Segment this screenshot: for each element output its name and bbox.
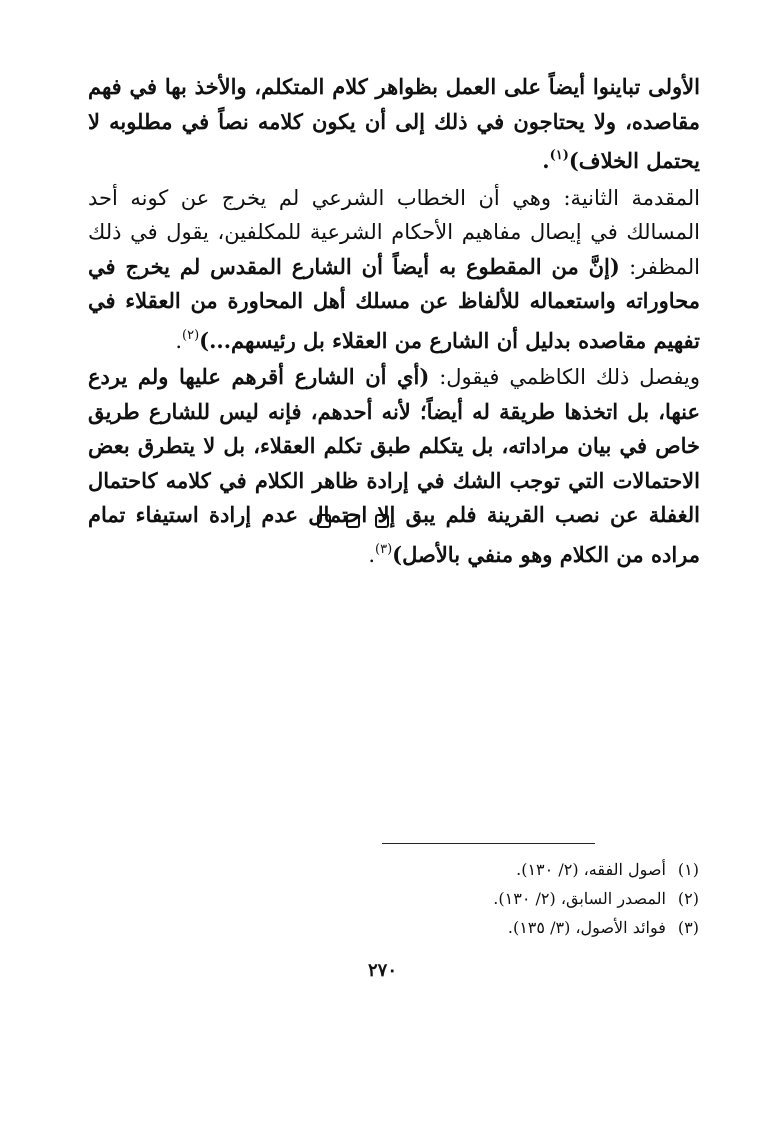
footnote-3-number: (٣): [677, 918, 699, 937]
footnote-ref-3[interactable]: (٣): [375, 541, 393, 557]
footnote-1-number: (١): [677, 860, 699, 879]
main-text: [88, 70, 700, 572]
footnote-3: [299, 913, 699, 942]
footnotes: [299, 855, 699, 942]
square-ornament-icon: [375, 514, 389, 528]
footnote-1-text: أصول الفقه، (٢/ ١٣٠).: [516, 860, 666, 879]
footnote-divider: [382, 843, 595, 844]
square-ornament-icon: [346, 514, 360, 528]
paragraph-2-end: .: [175, 328, 183, 353]
paragraph-3: [88, 360, 700, 572]
footnote-1: [299, 855, 699, 884]
paragraph-1-text: الأولى تباينوا أيضاً على العمل بظواهر كلام المتكلم، والأخذ بها في فهم مقاصده، ولا يحتاجون في ذلك إلى أن يكون كلامه نصاً في مطلوبه لا يحتمل الخلاف): [88, 74, 700, 173]
footnote-2: [299, 884, 699, 913]
paragraph-3-end: .: [368, 542, 376, 567]
page-number: ٢٧٠: [367, 960, 397, 981]
paragraph-1-end: .: [542, 148, 550, 173]
paragraph-1: [88, 70, 700, 179]
square-ornament-icon: [317, 514, 331, 528]
paragraph-2-lead: المقدمة الثانية: وهي أن الخطاب الشرعي لم يخرج عن كونه أحد المسالك في إيصال مفاهيم الأحكام الشرعية للمكلفين، يقول في ذلك المظفر:: [88, 185, 700, 279]
footnote-2-text: المصدر السابق، (٢/ ١٣٠).: [493, 889, 666, 908]
footnote-ref-2[interactable]: (٢): [182, 327, 200, 343]
paragraph-2: [88, 181, 700, 359]
paragraph-2-quote: (إنَّ من المقطوع به أيضاً أن الشارع المقدس لم يخرج في محاوراته واستعماله للألفاظ عن مسلك أهل المحاورة من العقلاء في تفهيم مقاصده بدليل أن الشارع من العقلاء بل رئيسهم...): [88, 253, 700, 353]
footnote-3-text: فوائد الأصول، (٣/ ١٣٥).: [507, 918, 666, 937]
paragraph-3-lead: ويفصل ذلك الكاظمي فيقول:: [429, 365, 701, 389]
paragraph-3-quote: (أي أن الشارع أقرهم عليها ولم يردع عنها، بل اتخذها طريقة له أيضاً؛ لأنه أحدهم، فإنه ليس للشارع طريق خاص في بيان مراداته، بل يتكلم طبق تكلم العقلاء، بل لا يتطرق بعض الاحتمالات التي توجب الشك في إرادة ظاهر الكلام في كلامه كاحتمال الغفلة عن نصب القرينة فلم يبق إلا احتمال عدم إرادة استيفاء تمام مراده من الكلام وهو منفي بالأصل): [88, 364, 700, 567]
footnote-ref-1[interactable]: (١): [549, 148, 569, 163]
section-end-mark: [253, 514, 453, 528]
footnote-2-number: (٢): [677, 889, 699, 908]
